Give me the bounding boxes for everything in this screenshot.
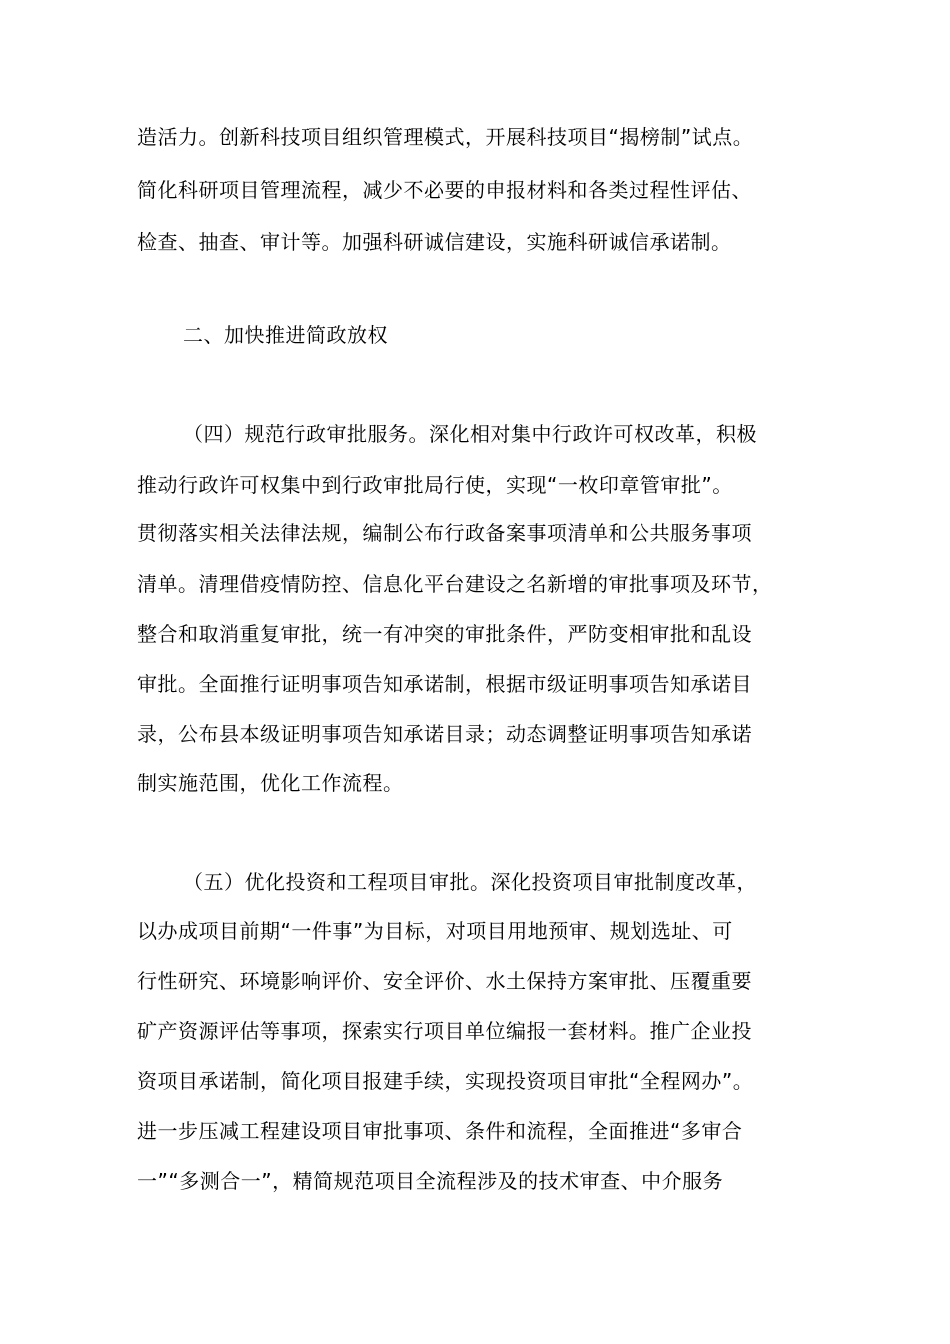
paragraph-line: 简化科研项目管理流程，减少不必要的申报材料和各类过程性评估、 xyxy=(137,178,752,202)
section-heading: 二、加快推进简政放权 xyxy=(183,323,388,347)
paragraph-line: 检查、抽查、审计等。加强科研诚信建设，实施科研诚信承诺制。 xyxy=(137,230,732,254)
paragraph-line: 推动行政许可权集中到行政审批局行使，实现“一枚印章管审批”。 xyxy=(137,473,733,497)
paragraph-line: （五）优化投资和工程项目审批。深化投资项目审批制度改革， xyxy=(183,870,757,894)
paragraph-line: 进一步压减工程建设项目审批事项、条件和流程，全面推进“多审合 xyxy=(137,1119,743,1143)
paragraph-line: 整合和取消重复审批，统一有冲突的审批条件，严防变相审批和乱设 xyxy=(137,622,752,646)
paragraph-line: 行性研究、环境影响评价、安全评价、水土保持方案审批、压覆重要 xyxy=(137,969,752,993)
paragraph-line: 资项目承诺制，简化项目报建手续，实现投资项目审批“全程网办”。 xyxy=(137,1069,754,1093)
paragraph-line: 一”“多测合一”，精简规范项目全流程涉及的技术审查、中介服务 xyxy=(137,1169,724,1193)
paragraph-line: （四）规范行政审批服务。深化相对集中行政许可权改革，积极 xyxy=(183,422,757,446)
paragraph-line: 制实施范围，优化工作流程。 xyxy=(137,771,404,795)
paragraph-line: 以办成项目前期“一件事”为目标，对项目用地预审、规划选址、可 xyxy=(137,919,733,943)
paragraph-line: 矿产资源评估等事项，探索实行项目单位编报一套材料。推广企业投 xyxy=(137,1019,752,1043)
paragraph-line: 审批。全面推行证明事项告知承诺制，根据市级证明事项告知承诺目 xyxy=(137,672,752,696)
paragraph-line: 录，公布县本级证明事项告知承诺目录；动态调整证明事项告知承诺 xyxy=(137,722,752,746)
paragraph-line: 清单。清理借疫情防控、信息化平台建设之名新增的审批事项及环节， xyxy=(137,572,773,596)
paragraph-line: 造活力。创新科技项目组织管理模式，开展科技项目“揭榜制”试点。 xyxy=(137,125,754,149)
paragraph-line: 贯彻落实相关法律法规，编制公布行政备案事项清单和公共服务事项 xyxy=(137,521,752,545)
